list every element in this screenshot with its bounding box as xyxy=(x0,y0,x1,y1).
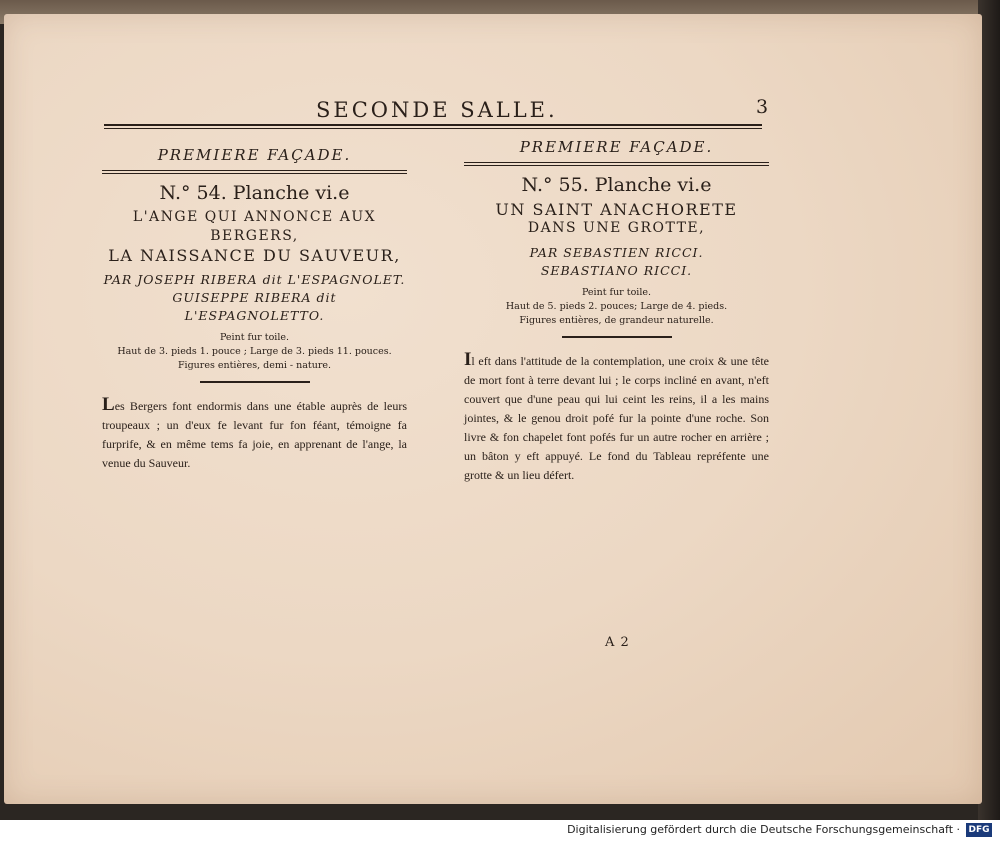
meta-dimensions: Haut de 5. pieds 2. pouces; Large de 4. pieds. xyxy=(505,301,728,312)
planche-number: N.° 54. Planche vi.e xyxy=(159,182,350,204)
artist-french: PAR SEBASTIEN RICCI. xyxy=(529,245,704,260)
entry-55 xyxy=(464,124,769,485)
entry-54 xyxy=(102,132,407,473)
artist-italian: SEBASTIANO RICCI. xyxy=(540,263,693,278)
funding-credit: Digitalisierung gefördert durch die Deutsche Forschungsgemeinschaft · xyxy=(567,823,960,836)
dfg-logo-icon: DFG xyxy=(966,823,992,837)
description-text xyxy=(464,350,769,485)
artist-italian: GUISEPPE RIBERA dit L'ESPAGNOLETTO. xyxy=(172,290,337,323)
meta-figures: Figures entières, de grandeur naturelle. xyxy=(519,315,714,326)
painting-meta xyxy=(102,331,407,373)
subject-line: UN SAINT ANACHORETE xyxy=(495,200,738,219)
description-body: es Bergers font endormis dans une étable auprès de leurs troupeaux ; un d'eux fe levant fur fon féant, témoigne fa furprife, & en même tems fa joie, en apprenant de l'ange, la venue du Sauveur. xyxy=(102,399,407,470)
facade-rule xyxy=(102,170,407,174)
section-rule xyxy=(562,336,672,338)
meta-dimensions: Haut de 3. pieds 1. pouce ; Large de 3. pieds 11. pouces. xyxy=(117,346,392,357)
facade-heading: PREMIERE FAÇADE. xyxy=(519,138,714,156)
description-body: l eft dans l'attitude de la contemplation, une croix & une tête de mort font à terre devant lui ; le corps incliné en avant, n'eft couvert que d'une peau qui lui ceint les reins, il a les mains jointes, & le genou droit pofé fur la pointe d'une roche. Son livre & fon chapelet font pofés fur un autre rocher en arrière ; un bâton y eft appuyé. Le fond du Tableau repréfente une grotte & un lieu défert. xyxy=(464,354,769,482)
page-title: SECONDE SALLE. xyxy=(316,98,558,122)
section-rule xyxy=(200,381,310,383)
subject-line: DANS UNE GROTTE, xyxy=(527,220,706,236)
meta-figures: Figures entières, demi - nature. xyxy=(177,360,332,371)
planche-number: N.° 55. Planche vi.e xyxy=(521,174,712,196)
facade-rule xyxy=(464,162,769,166)
drop-cap: L xyxy=(102,394,115,415)
page-number: 3 xyxy=(756,96,769,118)
facade-heading: PREMIERE FAÇADE. xyxy=(157,146,352,164)
book-page xyxy=(4,14,982,804)
signature-mark: A 2 xyxy=(605,635,630,650)
description-text xyxy=(102,395,407,473)
digitization-footer xyxy=(0,820,1000,841)
subject-line: L'ANGE QUI ANNONCE AUX BERGERS, xyxy=(132,209,377,244)
artist-line xyxy=(102,271,407,325)
meta-medium: Peint fur toile. xyxy=(581,287,652,298)
meta-medium: Peint fur toile. xyxy=(219,332,290,343)
artist-line xyxy=(464,244,769,280)
artist-french: PAR JOSEPH RIBERA dit L'ESPAGNOLET. xyxy=(103,272,406,287)
subject-line: LA NAISSANCE DU SAUVEUR, xyxy=(108,246,401,265)
drop-cap: I xyxy=(464,349,472,370)
painting-meta xyxy=(464,286,769,328)
